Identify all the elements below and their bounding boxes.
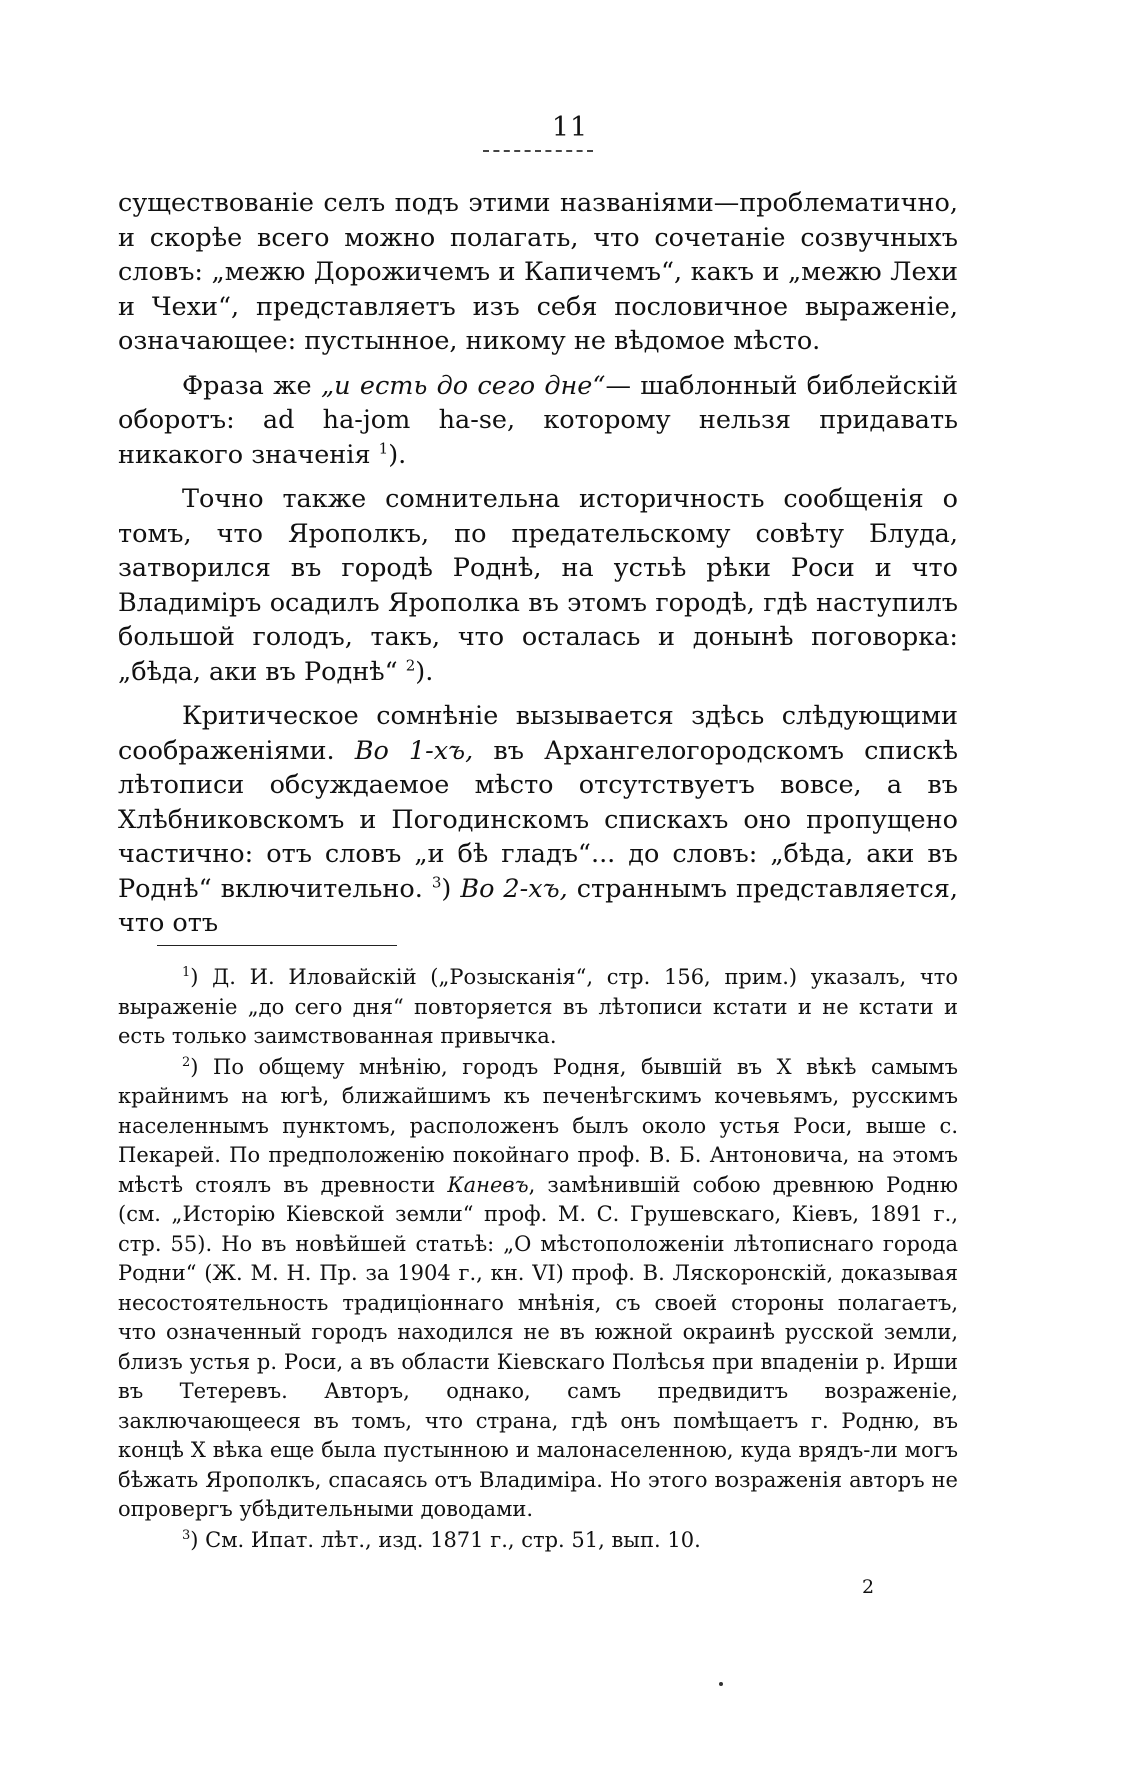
paragraph-3-text-a: Точно также сомнительна историчность сообщенія о томъ, что Ярополкъ, по предательскому совѣту Блуда, затворился въ городѣ Роднѣ, на устьѣ рѣки Роси и что Владиміръ осадилъ Ярополка въ этомъ городѣ, гдѣ наступилъ большой голодъ, такъ, что осталась и донынѣ поговорка: „бѣда, аки въ Роднѣ“ xyxy=(118,484,958,687)
page-number-rule xyxy=(483,150,593,152)
paragraph-4-italic-1: Во 1-хъ, xyxy=(354,735,474,766)
footnote-2-number: 2 xyxy=(182,1054,191,1070)
paragraph-1 xyxy=(118,186,958,359)
paragraph-3 xyxy=(118,482,958,689)
paragraph-4-italic-2: Во 2-хъ, xyxy=(460,873,568,904)
paragraph-4-text-b: въ Архангелогородскомъ спискѣ лѣтописи обсуждаемое мѣсто отсутствуетъ вовсе, а въ Хлѣбниковскомъ и Погодинскомъ спискахъ оно пропущено частично: отъ словъ „и бѣ гладъ“... до словъ: „бѣда, аки въ Роднѣ“ включительно. xyxy=(118,735,959,904)
footnotes xyxy=(118,963,958,1556)
paragraph-2-text-b: — шаблонный библейскій оборотъ: ad ha-jom ha-se, которому нельзя придавать никакого значенія xyxy=(118,370,958,470)
paragraph-2-text-c: ). xyxy=(388,439,407,470)
paragraph-4-text-a: Критическое сомнѣніе вызывается здѣсь слѣдующими соображеніями. xyxy=(118,701,958,766)
footnote-3 xyxy=(118,1526,958,1556)
footnote-3-number: 3 xyxy=(182,1527,191,1543)
paragraph-4 xyxy=(118,699,958,941)
footnote-2 xyxy=(118,1053,958,1525)
footnote-separator xyxy=(157,945,397,946)
paragraph-3-text-b: ). xyxy=(415,656,434,687)
paragraph-2 xyxy=(118,369,958,473)
footnote-1-text: ) Д. И. Иловайскій („Розысканія“, стр. 156, прим.) указалъ, что выраженіе „до сего дня“ повторяется въ лѣтописи кстати и не кстати и есть только заимствованная привычка. xyxy=(118,965,958,1048)
footnote-2-italic: Каневъ xyxy=(447,1172,529,1197)
footnote-2-text-a: ) По общему мнѣнію, городъ Родня, бывшій въ X вѣкѣ самымъ крайнимъ на югѣ, ближайшимъ къ печенѣгскимъ кочевьямъ, русскимъ населеннымъ пунктомъ, расположенъ былъ около устья Роси, выше с. Пекарей. По предположенію покойнаго проф. В. Б. Антоновича, на этомъ мѣстѣ стоялъ въ древности xyxy=(118,1054,958,1197)
footnote-1-number: 1 xyxy=(182,965,191,980)
footnote-2-text-b: , замѣнившій собою древнюю Родню (см. „Исторію Кіевской земли“ проф. М. С. Грушевскаго, Кіевъ, 1891 г., стр. 55). Но въ новѣйшей статьѣ: „О мѣстоположеніи лѣтописнаго города Родни“ (Ж. М. Н. Пр. за 1904 г., кн. VI) проф. В. Ляскоронскій, доказывая несостоятельность традиціоннаго мнѣнія, съ своей стороны полагаетъ, что означенный городъ находился не въ южной окраинѣ русской земли, близъ устья р. Роси, а въ области Кіевскаго Полѣсья при впаденіи р. Ирши въ Тетеревъ. Авторъ, однако, самъ предвидитъ возраженіе, заключающееся въ томъ, что страна, гдѣ онъ помѣщаетъ г. Родню, въ концѣ X вѣка еще была пустынною и малонаселенною, куда врядъ-ли могъ бѣжать Ярополкъ, спасаясь отъ Владиміра. Но этого возраженія авторъ не опровергъ убѣдительными доводами. xyxy=(118,1172,958,1521)
print-speck xyxy=(719,1682,723,1686)
paragraph-1-text: существованіе селъ подъ этими названіями—проблематично, и скорѣе всего можно полагать, что сочетаніе созвучныхъ словъ: „межю Дорожичемъ и Капичемъ“, какъ и „межю Лехи и Чехи“, представляетъ изъ себя пословичное выраженіе, означающее: пустынное, никому не вѣдомое мѣсто. xyxy=(118,188,958,356)
paragraph-2-italic: „и есть до сего дне“ xyxy=(320,370,606,401)
paragraph-4-text-c: ) xyxy=(441,873,461,904)
footnote-ref-3: 3 xyxy=(431,873,442,891)
page-number: 11 xyxy=(551,112,589,143)
footnote-ref-2: 2 xyxy=(405,656,416,674)
main-text xyxy=(118,186,958,951)
paragraph-4-text-d: страннымъ представляется, что отъ xyxy=(118,873,958,938)
footnote-3-text: ) См. Ипат. лѣт., изд. 1871 г., стр. 51, вып. 10. xyxy=(190,1527,701,1552)
paragraph-2-text-a: Фраза же xyxy=(182,370,321,401)
footnote-1 xyxy=(118,963,958,1052)
signature-mark: 2 xyxy=(862,1576,875,1598)
footnote-ref-1: 1 xyxy=(378,439,389,457)
